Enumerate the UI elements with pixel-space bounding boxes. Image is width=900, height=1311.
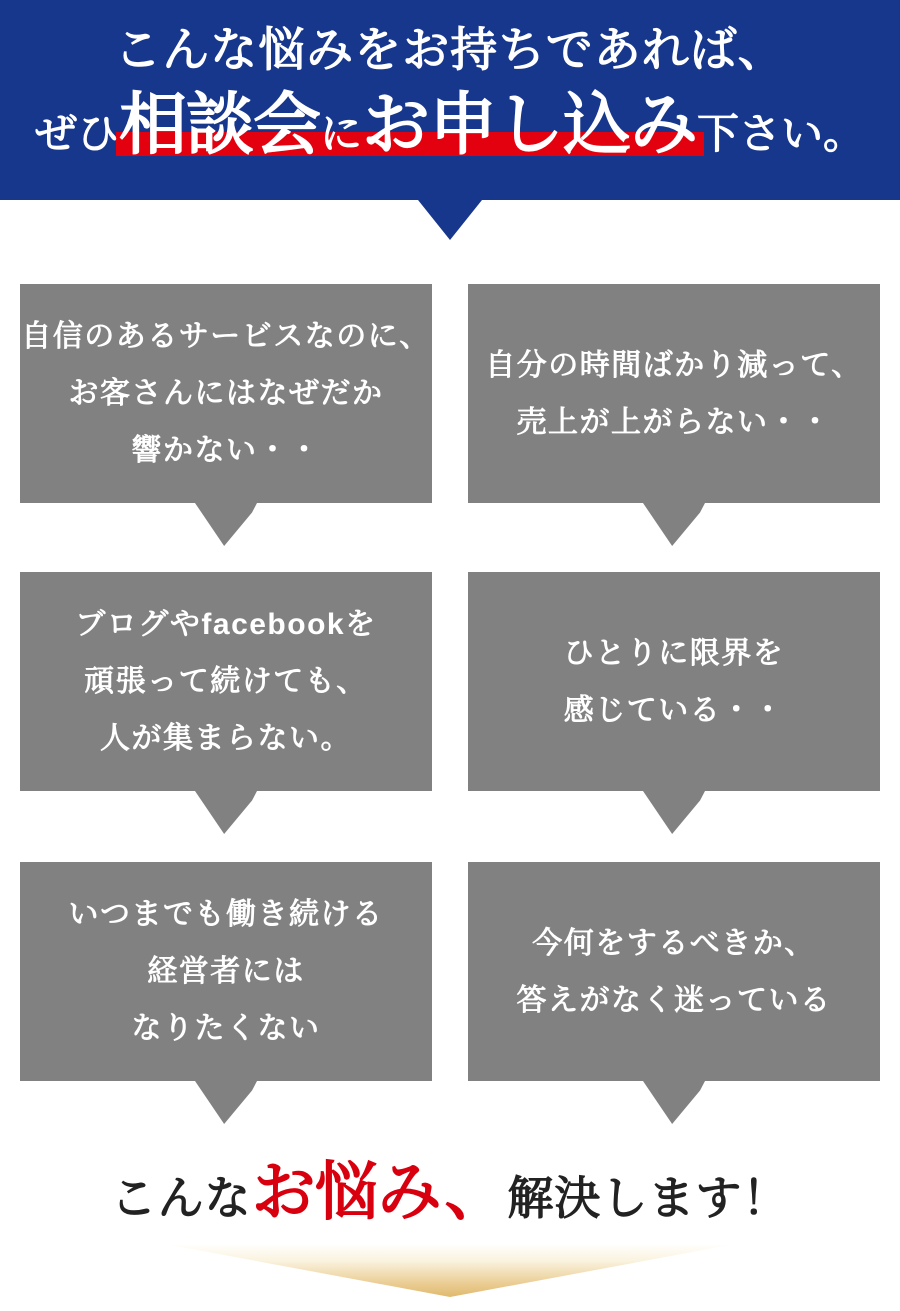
header-line2-suffix: 下さい。 [697,110,866,157]
bubble-text-line: なりたくない [131,1012,321,1045]
bubble-text-line: お客さんにはなぜだか [68,377,384,410]
solve-headline [0,1156,900,1228]
concern-bubble-5 [20,862,432,1081]
bubble-text-line: 響かない・・ [131,434,321,467]
bubble-text-line: 売上が上がらない・・ [516,405,832,439]
bubble-tail-pointer [643,503,705,546]
bubble-text-line: 経営者には [147,955,305,988]
bubble-tail-pointer [195,791,257,834]
bubble-text-line: 答えがなく迷っている [516,983,832,1017]
header-tail-pointer [418,200,482,240]
bubble-text-line: ひとりに限界を [563,636,785,670]
header-headline-line2 [0,87,900,163]
bubble-text-line: 自信のあるサービスなのに、 [21,320,431,353]
bubble-tail-pointer [643,1081,705,1124]
header-line2-mid: に [319,110,362,157]
bubble-tail-pointer [195,503,257,546]
header-highlight-group [118,87,698,163]
gold-arrow-down-icon [170,1245,730,1297]
concern-bubble-6 [468,862,880,1081]
solve-headline-part1: こんな [110,1172,252,1224]
bubble-text-line: いつまでも働き続ける [68,898,384,931]
emphasis-sodankai: 相談会 [118,87,320,163]
bubble-text-line: 自分の時間ばかり減って、 [485,348,863,382]
bubble-text-line: 感じている・・ [563,693,785,727]
solve-accent-text: お悩み、 [251,1156,508,1228]
concern-bubble-1 [20,284,432,503]
solve-headline-part3: 解決します！ [507,1172,790,1224]
bubble-tail-pointer [643,791,705,834]
bubble-text-line: 人が集まらない。 [100,722,352,755]
concern-bubble-3 [20,572,432,791]
bubble-text-line: 頑張って続けても、 [84,665,368,698]
header-line2-prefix: ぜひ [34,110,119,157]
header-banner [0,0,900,200]
header-headline-line1: こんな悩みをお持ちであれば、 [114,23,786,76]
concern-bubble-2 [468,284,880,503]
bubble-text-line: ブログやfacebookを [75,608,377,641]
bubble-tail-pointer [195,1081,257,1124]
concern-bubble-4 [468,572,880,791]
bubble-text-line: 今何をするべきか、 [532,926,816,960]
emphasis-moushikomi: お申し込み [362,87,698,163]
